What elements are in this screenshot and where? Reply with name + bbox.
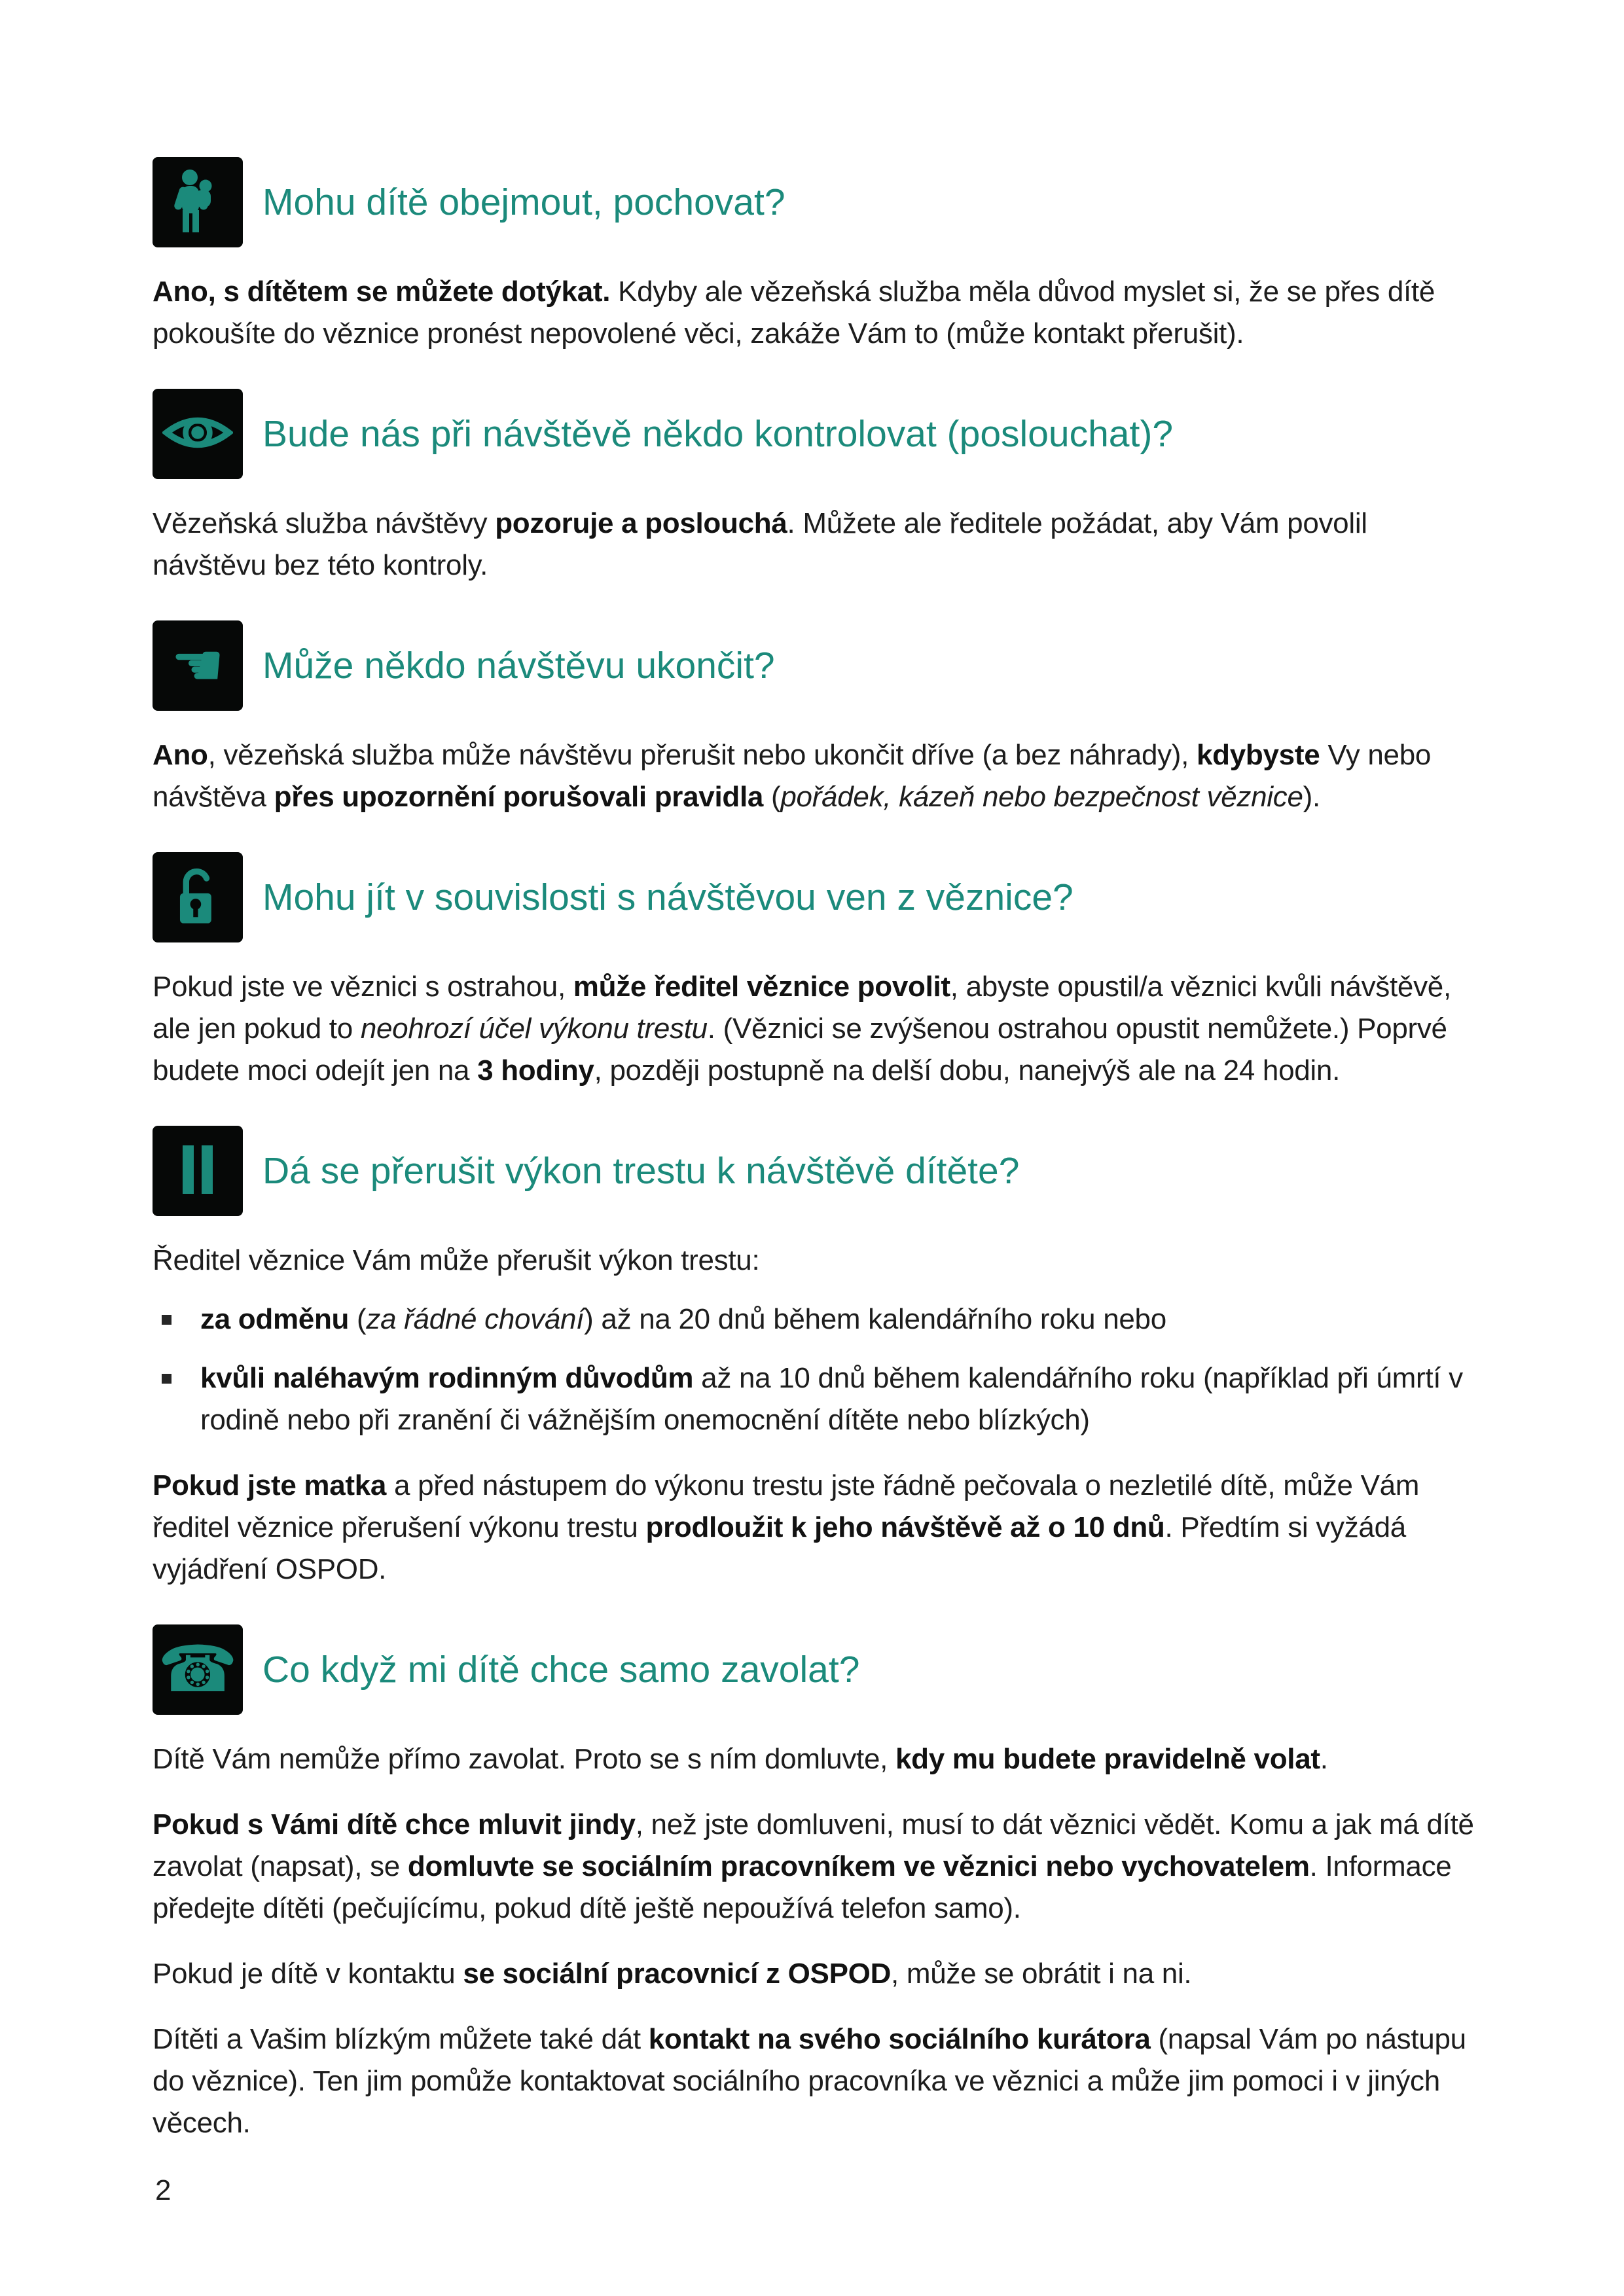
section-header — [153, 389, 1493, 479]
section-hug-child — [153, 157, 1493, 355]
section-interrupt-sentence — [153, 1126, 1493, 1590]
paragraph: Pokud jste ve věznici s ostrahou, může ředitel věznice povolit, abyste opustil/a věznici kvůli návštěvě, ale jen pokud to neohrozí účel výkonu trestu. (Věznici se zvýšenou ostrahou opustit nemůžete.) Poprvé budete moci odejít jen na 3 hodiny, později postupně na delší dobu, nanejvýš ale na 24 hodin. — [153, 971, 1451, 1086]
pointing-hand-icon: ☚ — [170, 630, 225, 700]
paragraph: Dítě Vám nemůže přímo zavolat. Proto se s ním domluvte, kdy mu budete pravidelně volat. — [153, 1743, 1328, 1775]
icon-box — [153, 1624, 243, 1715]
bullet-text: kvůli naléhavým rodinným důvodům až na 10 dnů během kalendářního roku (například při úmrtí v rodině nebo při zranění či vážnějším onemocnění dítěte nebo blízkých) — [200, 1362, 1463, 1436]
paragraph: Pokud jste matka a před nástupem do výkonu trestu jste řádně pečovala o nezletilé dítě, může Vám ředitel věznice přerušení výkonu trestu prodloužit k jeho návštěvě až o 10 dnů. Předtím si vyžádá vyjádření OSPOD. — [153, 1469, 1420, 1585]
paragraph: Ředitel věznice Vám může přerušit výkon trestu: — [153, 1244, 760, 1276]
section-heading: Mohu dítě obejmout, pochovat? — [262, 181, 785, 223]
bullet-item — [153, 1299, 1475, 1340]
section-heading: Bude nás při návštěvě někdo kontrolovat (poslouchat)? — [262, 412, 1174, 455]
bullet-square-icon — [162, 1315, 171, 1325]
section-header — [153, 1126, 1493, 1216]
icon-box — [153, 1126, 243, 1216]
section-header — [153, 1624, 1493, 1715]
section-child-calling — [153, 1624, 1493, 2144]
paragraph: Pokud je dítě v kontaktu se sociální pracovnicí z OSPOD, může se obrátit i na ni. — [153, 1958, 1192, 1990]
section-heading: Může někdo návštěvu ukončit? — [262, 644, 775, 687]
section-leave-prison — [153, 852, 1493, 1092]
open-padlock-icon — [164, 862, 232, 933]
section-surveillance — [153, 389, 1493, 586]
section-heading: Co když mi dítě chce samo zavolat? — [262, 1648, 860, 1691]
icon-box — [153, 389, 243, 479]
section-header — [153, 620, 1493, 711]
paragraph: Ano, vězeňská služba může návštěvu přerušit nebo ukončit dříve (a bez náhrady), kdybyste Vy nebo návštěva přes upozornění porušovali pravidla (pořádek, kázeň nebo bezpečnost věznice). — [153, 739, 1432, 813]
telephone-icon: ☎ — [157, 1632, 238, 1707]
section-heading: Dá se přerušit výkon trestu k návštěvě dítěte? — [262, 1149, 1020, 1192]
paragraph: Pokud s Vámi dítě chce mluvit jindy, než jste domluveni, musí to dát věznici vědět. Komu a jak má dítě zavolat (napsat), se domluvte se sociálním pracovníkem ve věznici nebo vychovatelem. Informace předejte dítěti (pečujícímu, pokud dítě ještě nepoužívá telefon samo). — [153, 1808, 1474, 1924]
icon-box — [153, 852, 243, 942]
bullet-list — [153, 1299, 1475, 1441]
icon-box — [153, 157, 243, 247]
bullet-text: za odměnu (za řádné chování) až na 20 dnů během kalendářního roku nebo — [200, 1303, 1166, 1335]
paragraph: Vězeňská služba návštěvy pozoruje a poslouchá. Můžete ale ředitele požádat, aby Vám povolil návštěvu bez této kontroly. — [153, 507, 1367, 581]
section-header — [153, 852, 1493, 942]
bullet-square-icon — [162, 1374, 171, 1384]
section-end-visit — [153, 620, 1493, 818]
eye-icon — [162, 397, 233, 471]
section-heading: Mohu jít v souvislosti s návštěvou ven z věznice? — [262, 876, 1074, 918]
bullet-item — [153, 1357, 1475, 1441]
paragraph: Ano, s dítětem se můžete dotýkat. Kdyby ale vězeňská služba měla důvod myslet si, že se přes dítě pokoušíte do věznice pronést nepovolené věci, zakáže Vám to (může kontakt přerušit). — [153, 276, 1435, 350]
pause-icon — [165, 1137, 230, 1206]
parent-child-icon — [165, 168, 230, 237]
icon-box — [153, 620, 243, 711]
section-header — [153, 157, 1493, 247]
paragraph: Dítěti a Vašim blízkým můžete také dát kontakt na svého sociálního kurátora (napsal Vám po nástupu do věznice). Ten jim pomůže kontaktovat sociálního pracovníka ve věznici a může jim pomoci i v jiných věcech. — [153, 2023, 1466, 2139]
page-number: 2 — [155, 2174, 171, 2206]
